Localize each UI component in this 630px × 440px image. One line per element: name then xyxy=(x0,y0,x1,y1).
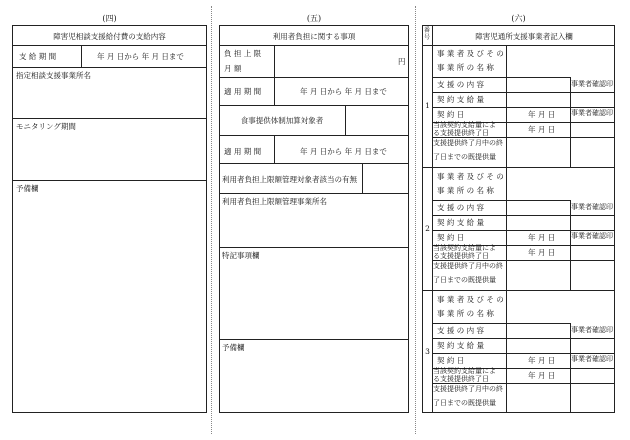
mgmt-agency-label: 利用者負担上限額管理事業所名 xyxy=(222,197,327,206)
confirm-stamp-2-1: 事業者確認印 xyxy=(571,109,613,117)
stamp-row-d-3 xyxy=(570,383,615,384)
contract-date-label-1: 契 約 日 xyxy=(437,110,465,119)
row-divider-1-2 xyxy=(432,92,570,93)
block-number-3: 3 xyxy=(425,347,430,356)
block-number-2: 2 xyxy=(425,224,430,233)
support-label-1: 支 援 の 内 容 xyxy=(437,80,485,89)
col-divider-3 xyxy=(506,291,507,413)
amount-label-3: 契 約 支 給 量 xyxy=(437,341,485,350)
mgmt-flag-label: 利用者負担上限額管理対象者該当の有無 xyxy=(222,175,357,184)
yen-unit: 円 xyxy=(398,57,406,66)
block-divider-1 xyxy=(422,167,615,168)
used-amount-label1-1: 支援提供終了月中の終 xyxy=(433,139,503,147)
row-divider-2-1 xyxy=(432,200,570,201)
panel6-number: (六) xyxy=(511,14,526,23)
meal-addition-label: 食事提供体制加算対象者 xyxy=(240,116,324,125)
row-divider-1-3 xyxy=(432,107,570,108)
provider-name-line2-2: 事 業 所 の 名 称 xyxy=(437,186,494,195)
stamp-row-c-2 xyxy=(570,245,615,246)
stamp-row-c-3 xyxy=(570,368,615,369)
apply-period2-value: 年 月 日から 年 月 日まで xyxy=(300,147,387,156)
stamp-row-a-3 xyxy=(570,338,615,339)
col-divider-1 xyxy=(506,45,507,167)
stamp-row-d-2 xyxy=(570,260,615,261)
contract-date-label-3: 契 約 日 xyxy=(437,356,465,365)
limit-label-2: 月 額 xyxy=(224,64,242,73)
stamp-row-d-1 xyxy=(570,137,615,138)
row-divider-2-2 xyxy=(432,215,570,216)
payment-period-value: 年 月 日から 年 月 日まで xyxy=(97,52,184,61)
confirm-stamp-2-2: 事業者確認印 xyxy=(571,232,613,240)
provider-name-line1-3: 事 業 者 及 び そ の xyxy=(437,295,504,304)
apply-period2-label: 適 用 期 間 xyxy=(224,147,262,156)
amount-label-2: 契 約 支 給 量 xyxy=(437,218,485,227)
end-date-ymd-3: 年 月 日 xyxy=(528,371,556,380)
confirm-stamp-1-2: 事業者確認印 xyxy=(571,203,613,211)
contract-date-label-2: 契 約 日 xyxy=(437,233,465,242)
amount-label-1: 契 約 支 給 量 xyxy=(437,95,485,104)
stamp-row-b-3 xyxy=(570,353,615,354)
contract-date-ymd-3: 年 月 日 xyxy=(528,356,556,365)
monitoring-period-label: モニタリング期間 xyxy=(16,122,76,131)
row-divider-2-3 xyxy=(432,230,570,231)
panel5-number: (五) xyxy=(306,14,322,23)
end-date-ymd-2: 年 月 日 xyxy=(528,248,556,257)
payment-period-label: 支 給 期 間 xyxy=(19,52,57,61)
apply-period-value: 年 月 日から 年 月 日まで xyxy=(300,87,387,96)
panel4-number: (四) xyxy=(102,14,117,23)
confirm-stamp-2-3: 事業者確認印 xyxy=(571,355,613,363)
limit-label-1: 負 担 上 限 xyxy=(224,49,262,58)
provider-name-line2-1: 事 業 所 の 名 称 xyxy=(437,63,494,72)
used-amount-label2-2: 了日までの既提供量 xyxy=(433,276,496,284)
support-label-3: 支 援 の 内 容 xyxy=(437,326,485,335)
row-divider-1-1 xyxy=(432,77,570,78)
end-date-ymd-1: 年 月 日 xyxy=(528,125,556,134)
row-divider-3-3 xyxy=(432,353,570,354)
number-header: 番号 xyxy=(424,27,431,41)
row-divider-3-1 xyxy=(432,323,570,324)
block-number-1: 1 xyxy=(425,101,430,110)
panel5-header: 利用者負担に関する事項 xyxy=(272,32,356,41)
panel4-form xyxy=(12,25,207,413)
provider-name-line1-1: 事 業 者 及 び そ の xyxy=(437,49,504,58)
panel5-form xyxy=(219,25,409,413)
end-date-label1-2: 当該契約支給量によ xyxy=(433,244,496,252)
stamp-row-a-2 xyxy=(570,215,615,216)
used-amount-label1-2: 支援提供終了月中の終 xyxy=(433,262,503,270)
end-date-label2-1: る支援提供終了日 xyxy=(433,129,489,137)
end-date-label1-1: 当該契約支給量によ xyxy=(433,121,496,129)
special-notes-label: 特記事項欄 xyxy=(222,251,260,260)
used-amount-label2-1: 了日までの既提供量 xyxy=(433,153,496,161)
stamp-row-b-2 xyxy=(570,230,615,231)
panel4-notes-label: 予備欄 xyxy=(16,184,39,193)
end-date-label2-2: る支援提供終了日 xyxy=(433,252,489,260)
stamp-row-b-1 xyxy=(570,107,615,108)
col-divider-2 xyxy=(506,168,507,290)
provider-name-line1-2: 事 業 者 及 び そ の xyxy=(437,172,504,181)
panel5-notes-label: 予備欄 xyxy=(222,343,245,352)
apply-period-label: 適 用 期 間 xyxy=(224,87,262,96)
contract-date-ymd-1: 年 月 日 xyxy=(528,110,556,119)
consult-agency-label: 指定相談支援事業所名 xyxy=(16,71,91,80)
used-amount-label1-3: 支援提供終了月中の終 xyxy=(433,385,503,393)
panel6-header: 障害児通所支援事業者記入欄 xyxy=(475,32,573,41)
used-amount-label2-3: 了日までの既提供量 xyxy=(433,399,496,407)
stamp-row-c-1 xyxy=(570,122,615,123)
row-divider-3-2 xyxy=(432,338,570,339)
confirm-stamp-1-3: 事業者確認印 xyxy=(571,326,613,334)
contract-date-ymd-2: 年 月 日 xyxy=(528,233,556,242)
stamp-row-a-1 xyxy=(570,92,615,93)
end-date-label1-3: 当該契約支給量によ xyxy=(433,367,496,375)
end-date-label2-3: る支援提供終了日 xyxy=(433,375,489,383)
provider-name-line2-3: 事 業 所 の 名 称 xyxy=(437,309,494,318)
block-divider-2 xyxy=(422,290,615,291)
confirm-stamp-1-1: 事業者確認印 xyxy=(571,80,613,88)
support-label-2: 支 援 の 内 容 xyxy=(437,203,485,212)
panel4-header: 障害児相談支援給付費の支給内容 xyxy=(53,32,166,41)
